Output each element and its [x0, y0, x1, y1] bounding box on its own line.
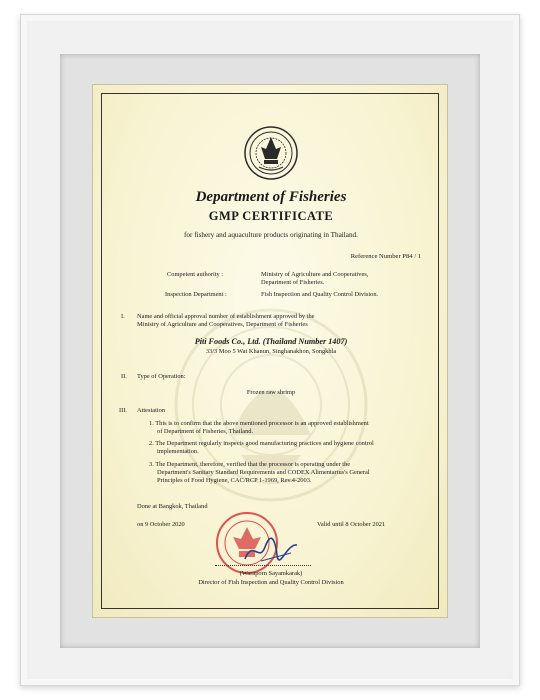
- section-1-numeral: I.: [121, 313, 125, 320]
- inspection-department-value: Fish Inspection and Quality Control Division.: [261, 291, 379, 298]
- section-2-label: Type of Operation:: [137, 373, 186, 380]
- certificate-paper: [92, 84, 448, 618]
- inspection-department-label: Inspection Department :: [165, 291, 227, 298]
- attestation-3-line-1: 3. The Department, therefore, verified that the processor is operating under the: [149, 461, 351, 468]
- department-title: Department of Fisheries: [195, 189, 347, 205]
- signer-title: Director of Fish Inspection and Quality Control Division: [198, 579, 344, 586]
- section-2-numeral: II.: [121, 373, 127, 380]
- signature-line: [215, 565, 311, 566]
- company-address: 33/3 Moo 5 Wat Khanun, Singhanakhon, Songkhla: [205, 348, 337, 355]
- signature-icon: [241, 533, 301, 567]
- certificate-title: GMP CERTIFICATE: [208, 209, 334, 223]
- attestation-1-line-2: of Department of Fisheries, Thailand.: [157, 428, 254, 435]
- certificate-subtitle: for fishery and aquaculture products originating in Thailand.: [184, 231, 358, 239]
- attestation-3-line-2: Department's Sanitary Standard Requirements and CODEX Alimentarius's General: [157, 469, 370, 476]
- section-1-text-1: Name and official approval number of establishment approved by the: [137, 313, 315, 320]
- company-name: Piti Foods Co., Ltd. (Thailand Number 1407): [194, 337, 348, 346]
- attestation-3-line-3: Principles of Food Hygiene, CAC/RCP 1-1969, Rev.4-2003.: [157, 477, 312, 484]
- section-1-text-2: Ministry of Agriculture and Cooperatives, Department of Fisheries: [137, 321, 308, 328]
- signer-name: (Waraporn Sayamkarak): [239, 570, 303, 577]
- attestation-2-line-1: 2. The Department regularly inspects good manufacturing practices and hygiene control: [149, 440, 374, 447]
- issue-date: on 9 October 2020: [137, 521, 185, 528]
- operation-type: Frozen raw shrimp: [246, 389, 296, 396]
- competent-authority-label: Competent authority :: [167, 271, 224, 278]
- valid-until: Valid until 8 October 2021: [317, 521, 386, 528]
- section-3-numeral: III.: [119, 407, 127, 414]
- competent-authority-value-1: Ministry of Agriculture and Cooperatives,: [261, 271, 369, 278]
- reference-number: Reference Number P84 / 1: [350, 253, 421, 260]
- section-3-label: Attestation: [137, 407, 166, 414]
- attestation-2-line-2: implementation.: [157, 448, 199, 455]
- department-emblem-icon: [243, 125, 299, 181]
- done-at: Done at Bangkok, Thailand: [137, 503, 208, 510]
- competent-authority-value-2: Department of Fisheries.: [261, 279, 325, 286]
- attestation-1-line-1: 1. This is to confirm that the above mentioned processor is an approved establishment: [149, 420, 369, 427]
